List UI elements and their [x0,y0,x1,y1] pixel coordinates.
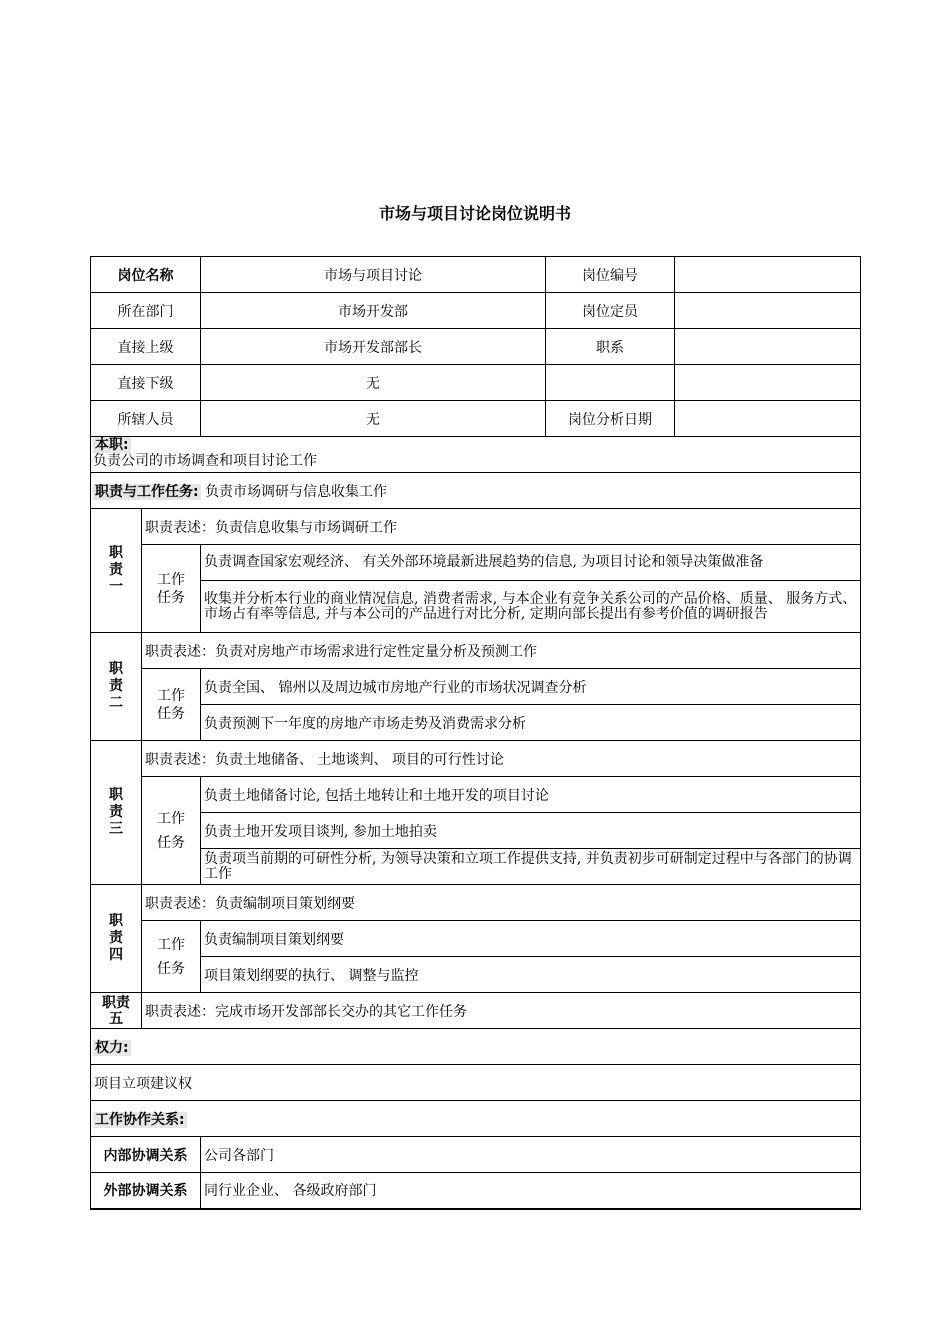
tasks-header-text: 负责市场调研与信息收集工作 [205,483,388,500]
info-row-dept [91,293,861,329]
series-label: 职系 [546,329,675,365]
superior-value: 市场开发部部长 [201,329,546,365]
empty-cell [675,365,861,401]
empty-cell [546,365,675,401]
duty-5-statement-row [91,993,861,1029]
cooperation-header-row [91,1101,861,1137]
subordinate-value: 无 [201,365,546,401]
managed-label: 所辖人员 [91,401,201,437]
duty-3-work-task-label: 工作 任务 [142,777,201,885]
document-title: 市场与项目讨论岗位说明书 [378,204,571,223]
tasks-header-row [91,473,861,509]
duty-1-work-task-label: 工作 任务 [142,545,201,633]
tasks-header-cell [91,473,861,509]
subordinate-label: 直接下级 [91,365,201,401]
duty-4-task-row [91,921,861,957]
internal-label: 内部协调关系 [91,1137,201,1173]
managed-value: 无 [201,401,546,437]
name-label: 岗位名称 [91,257,201,293]
duty-3-statement-row [91,741,861,777]
duty-4-task-1: 负责编制项目策划纲要 [201,921,861,957]
quota-label: 岗位定员 [546,293,675,329]
external-row [91,1173,861,1209]
duty-1-statement: 职责表述：负责信息收集与市场调研工作 [142,509,861,545]
date-value [675,401,861,437]
info-row-superior [91,329,861,365]
authority-header-cell [91,1029,861,1065]
duty-1-label: 职 责 一 [91,509,142,633]
external-label: 外部协调关系 [91,1173,201,1209]
main-duty-label: 本职: [95,437,129,453]
dept-value: 市场开发部 [201,293,546,329]
duty-2-work-task-label: 工作 任务 [142,669,201,741]
code-value [675,257,861,293]
duty-2-label: 职 责 二 [91,633,142,741]
authority-label: 权力: [95,1039,129,1056]
internal-row [91,1137,861,1173]
duty-1-task-row [91,545,861,581]
duty-2-task-1: 负责全国、 锦州以及周边城市房地产行业的市场状况调查分析 [201,669,861,705]
duty-3-task-3: 负责项当前期的可研性分析, 为领导决策和立项工作提供支持, 并负责初步可研制定过程中与各部门的协调工作 [201,849,861,885]
authority-row [91,1065,861,1101]
internal-value: 公司各部门 [201,1137,861,1173]
dept-label: 所在部门 [91,293,201,329]
duty-5-label: 职责 五 [91,993,142,1029]
cooperation-header-cell [91,1101,861,1137]
duty-1-statement-row [91,509,861,545]
duty-4-work-task-label: 工作 任务 [142,921,201,993]
tasks-header-label: 职责与工作任务: [95,483,199,500]
duty-3-task-row [91,813,861,849]
date-label: 岗位分析日期 [546,401,675,437]
duty-4-task-2: 项目策划纲要的执行、 调整与监控 [201,957,861,993]
duty-2-task-2: 负责预测下一年度的房地产市场走势及消费需求分析 [201,705,861,741]
main-duty-text: 负责公司的市场调查和项目讨论工作 [93,453,317,469]
main-duty-row [91,437,861,473]
duty-4-task-row [91,957,861,993]
duty-4-label: 职 责 四 [91,885,142,993]
duty-2-task-row [91,669,861,705]
info-row-name [91,257,861,293]
name-value: 市场与项目讨论 [201,257,546,293]
job-description-table [90,256,861,1210]
duty-5-statement: 职责表述：完成市场开发部部长交办的其它工作任务 [142,993,861,1029]
code-label: 岗位编号 [546,257,675,293]
main-duty-cell [91,437,861,473]
duty-3-label: 职 责 三 [91,741,142,885]
duty-3-task-row [91,849,861,885]
duty-3-task-2: 负责土地开发项目谈判, 参加土地拍卖 [201,813,861,849]
duty-1-task-2: 收集并分析本行业的商业情况信息, 消费者需求, 与本企业有竞争关系公司的产品价格、质量、 服务方式、 市场占有率等信息, 并与本公司的产品进行对比分析, 定期向部长提出有参考价值的调研报告 [201,581,861,633]
duty-2-statement: 职责表述：负责对房地产市场需求进行定性定量分析及预测工作 [142,633,861,669]
info-row-subordinate [91,365,861,401]
authority-text: 项目立项建议权 [91,1065,861,1101]
duty-1-task-1: 负责调查国家宏观经济、 有关外部环境最新进展趋势的信息, 为项目讨论和领导决策做准备 [201,545,861,581]
duty-4-statement-row [91,885,861,921]
authority-header-row [91,1029,861,1065]
duty-2-task-row [91,705,861,741]
duty-3-task-row [91,777,861,813]
duty-2-statement-row [91,633,861,669]
superior-label: 直接上级 [91,329,201,365]
duty-3-task-1: 负责土地储备讨论, 包括土地转让和土地开发的项目讨论 [201,777,861,813]
info-row-managed [91,401,861,437]
duty-3-statement: 职责表述：负责土地储备、 土地谈判、 项目的可行性讨论 [142,741,861,777]
series-value [675,329,861,365]
quota-value [675,293,861,329]
duty-4-statement: 职责表述：负责编制项目策划纲要 [142,885,861,921]
external-value: 同行业企业、 各级政府部门 [201,1173,861,1209]
duty-1-task-row [91,581,861,633]
cooperation-label: 工作协作关系: [95,1111,185,1128]
